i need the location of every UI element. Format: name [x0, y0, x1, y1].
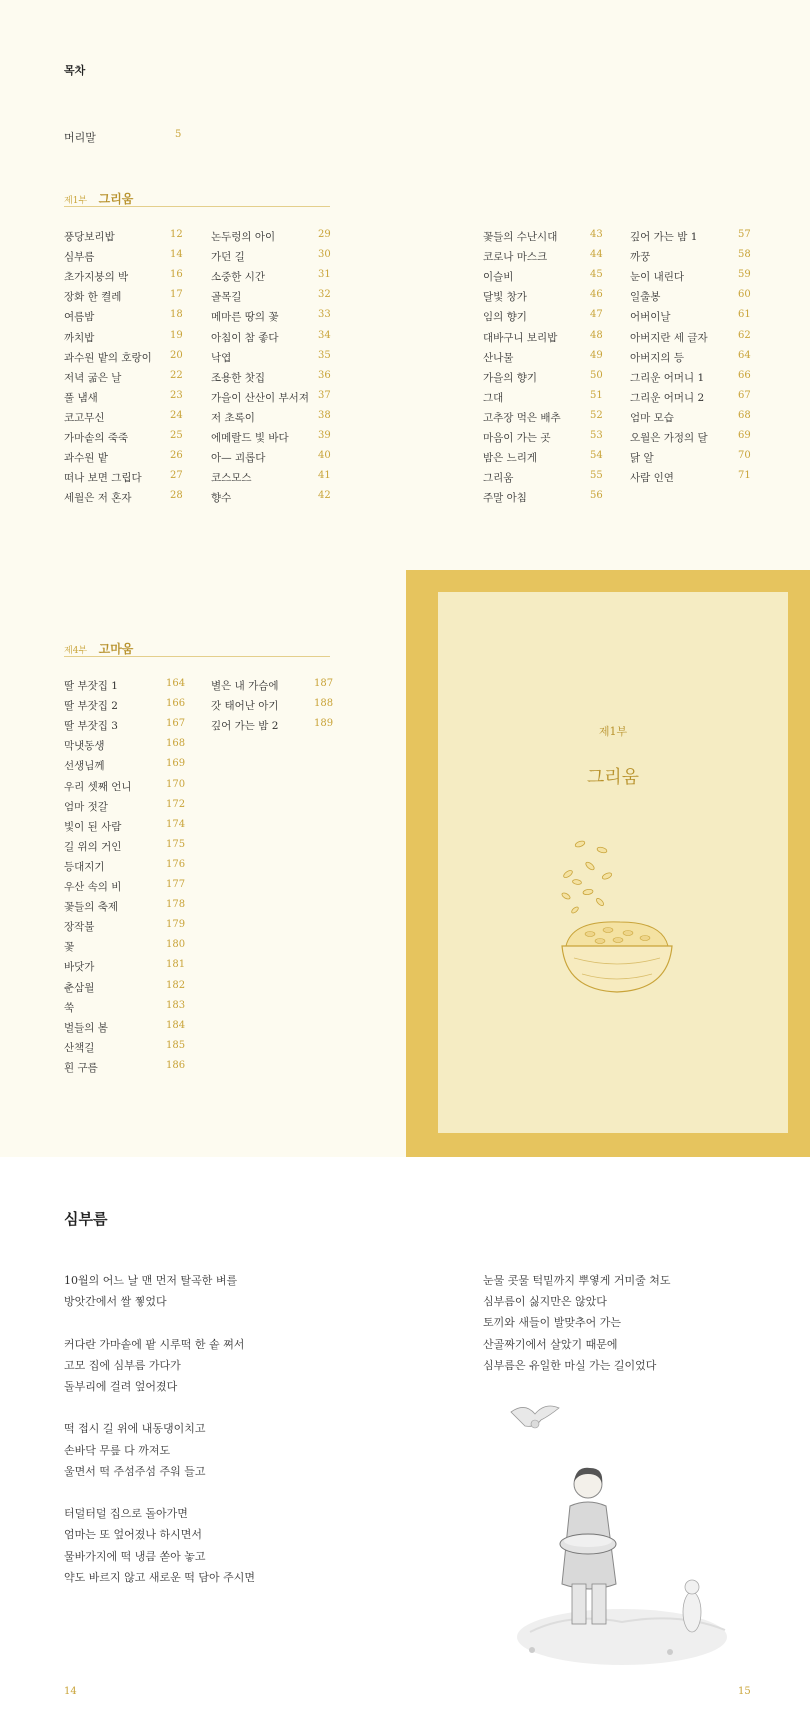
toc-entry-title: 엄마 모습 — [630, 411, 674, 424]
toc-entry-title: 까치밥 — [64, 331, 95, 344]
toc-entry-title: 주말 아침 — [483, 492, 527, 505]
toc-entry-page: 51 — [590, 389, 603, 401]
toc-entry-title: 골목길 — [211, 291, 242, 304]
poem-line: 산골짜기에서 살았기 때문에 — [483, 1337, 618, 1351]
toc-entry-page: 67 — [738, 389, 751, 401]
toc-entry-title: 선생님께 — [64, 760, 105, 773]
toc-entry-title: 논두렁의 아이 — [211, 231, 276, 243]
toc-entry-page: 55 — [590, 470, 603, 482]
poem-line: 토끼와 새들이 발맞추어 가는 — [483, 1316, 622, 1330]
toc-entry-title: 풀 냄새 — [64, 391, 98, 404]
toc-entry-page: 14 — [170, 249, 183, 261]
toc-entry-title: 풍당보리밥 — [64, 231, 115, 243]
toc-entry-page: 66 — [738, 369, 751, 381]
toc-entry-page: 64 — [738, 349, 751, 361]
part4-rule — [64, 656, 330, 657]
toc-entry-page: 167 — [166, 718, 186, 730]
toc-entry-page: 61 — [738, 309, 751, 321]
poem-line: 고모 집에 심부름 가다가 — [64, 1358, 181, 1372]
toc-entry-title: 가을의 향기 — [483, 371, 538, 384]
toc-entry-page: 31 — [318, 269, 331, 281]
toc-entry-title: 소중한 시간 — [211, 271, 266, 284]
toc-entry-title: 가을이 산산이 부서져 — [211, 391, 309, 404]
toc-entry-page: 176 — [166, 858, 186, 870]
toc-entry-page: 166 — [166, 698, 186, 710]
part4-title: 고마움 — [98, 642, 134, 656]
toc-entry-page: 57 — [738, 229, 751, 240]
poem-line: 커다란 가마솥에 팥 시루떡 한 솥 쪄서 — [64, 1337, 245, 1351]
toc-entry-title: 저녁 굶은 날 — [64, 371, 122, 384]
toc-entry-title: 일출봉 — [630, 291, 661, 304]
toc-entry-title: 코스모스 — [211, 472, 252, 485]
girl-with-basket-illustration — [510, 1462, 735, 1672]
toc-entry-title: 엄마 젓갈 — [64, 800, 108, 813]
toc-entry-page: 179 — [166, 919, 186, 931]
poem-line: 심부름은 유일한 마실 가는 길이었다 — [483, 1358, 657, 1372]
divider-part-title: 그리움 — [586, 767, 640, 788]
toc-entry-title: 코고무신 — [64, 411, 105, 424]
toc-entry-title: 과수원 밭 — [64, 452, 108, 465]
toc-entry-title: 그대 — [483, 391, 504, 404]
toc-entry-page: 33 — [318, 309, 331, 321]
toc-entry-page: 181 — [166, 959, 186, 971]
toc-entry-page: 187 — [314, 678, 334, 689]
poem-line: 떡 접시 길 위에 내동댕이치고 — [64, 1422, 206, 1436]
toc-entry-title: 조용한 찻집 — [211, 371, 266, 384]
toc-entry-title: 까꿍 — [630, 251, 651, 264]
toc-entry-title: 장작불 — [64, 921, 95, 934]
poem-line: 엄마는 또 엎어졌나 하시면서 — [64, 1528, 203, 1542]
toc-entry-title: 마음이 가는 곳 — [483, 432, 551, 444]
toc-entry-page: 26 — [170, 450, 183, 462]
part1-title: 그리움 — [98, 192, 134, 206]
toc-entry-page: 53 — [590, 430, 603, 441]
toc-entry-title: 그리움 — [483, 472, 514, 485]
part4-heading — [64, 640, 133, 657]
toc-entry-page: 23 — [170, 389, 183, 401]
toc-entry-title: 가마솥의 죽죽 — [64, 432, 129, 444]
toc-entry-page: 189 — [314, 718, 334, 730]
toc-entry-page: 25 — [170, 430, 183, 441]
toc-entry-title: 꽃들의 축제 — [64, 901, 119, 914]
toc-entry-title: 아침이 참 좋다 — [211, 331, 279, 344]
part1-heading — [64, 190, 133, 207]
poem-line: 눈물 콧물 턱밑까지 뿌옇게 거미줄 쳐도 — [483, 1274, 671, 1287]
toc-entry-title: 닭 알 — [630, 452, 654, 465]
toc-entry-title: 갓 태어난 아기 — [211, 700, 279, 713]
toc-entry-page: 52 — [590, 409, 603, 421]
toc-entry-title: 이슬비 — [483, 271, 514, 284]
toc-entry-page: 182 — [166, 979, 186, 991]
toc-entry-page: 41 — [318, 470, 331, 482]
toc-entry-page: 68 — [738, 409, 751, 421]
poem-line: 심부름이 싫지만은 않았다 — [483, 1295, 607, 1309]
toc-entry-page: 46 — [590, 289, 603, 301]
toc-entry-title: 임의 향기 — [483, 311, 527, 324]
poem-line: 10월의 어느 날 맨 먼저 탈곡한 벼를 — [64, 1274, 238, 1287]
toc-entry-title: 춘삼월 — [64, 981, 95, 994]
toc-entry-title: 딸 부잣집 3 — [64, 720, 118, 733]
toc-entry-title: 아버지의 등 — [630, 351, 685, 364]
toc-entry-title: 장화 한 켤레 — [64, 291, 122, 304]
toc-entry-page: 38 — [318, 409, 331, 421]
toc-entry-title: 초가지붕의 박 — [64, 271, 129, 284]
toc-entry-page: 58 — [738, 249, 751, 261]
preface-label: 머리말 — [64, 131, 96, 144]
toc-entry-page: 180 — [166, 939, 186, 951]
poem-line: 물바가지에 떡 냉큼 쏟아 놓고 — [64, 1549, 206, 1563]
toc-entry-title: 과수원 밭의 호랑이 — [64, 351, 152, 364]
poem-line: 손바닥 무릎 다 까져도 — [64, 1443, 171, 1457]
part1-number: 제1부 — [64, 196, 88, 206]
poem-line: 터덜터덜 집으로 돌아가면 — [64, 1507, 188, 1521]
toc-entry-title: 어버이날 — [630, 311, 671, 324]
toc-entry-page: 174 — [166, 818, 186, 830]
toc-entry-title: 낙엽 — [211, 351, 232, 364]
toc-entry-page: 56 — [590, 490, 603, 502]
toc-entry-title: 산책길 — [64, 1041, 95, 1054]
toc-entry-page: 40 — [318, 450, 331, 462]
toc-entry-page: 54 — [590, 450, 603, 462]
toc-entry-title: 가던 길 — [211, 251, 245, 264]
toc-entry-page: 24 — [170, 409, 183, 421]
toc-entry-title: 빛이 된 사람 — [64, 820, 122, 833]
rice-bowl-illustration — [530, 830, 680, 1000]
toc-entry-title: 그리운 어머니 2 — [630, 391, 705, 404]
toc-entry-page: 44 — [590, 249, 603, 261]
toc-entry-page: 59 — [738, 269, 751, 281]
bird-illustration — [505, 1398, 565, 1440]
toc-entry-title: 세월은 저 혼자 — [64, 492, 132, 505]
toc-entry-page: 34 — [318, 329, 331, 341]
toc-entry-page: 35 — [318, 349, 331, 361]
toc-entry-title: 길 위의 거인 — [64, 840, 122, 853]
toc-entry-page: 37 — [318, 389, 331, 401]
toc-entry-page: 17 — [170, 289, 183, 301]
toc-entry-page: 184 — [166, 1019, 186, 1031]
folio-left: 14 — [64, 1686, 77, 1697]
toc-title: 목차 — [64, 64, 86, 77]
toc-entry-title: 바닷가 — [64, 961, 95, 974]
toc-entry-page: 186 — [166, 1059, 186, 1071]
toc-entry-page: 183 — [166, 999, 186, 1011]
divider-part-number: 제1부 — [598, 725, 628, 738]
toc-entry-title: 산나물 — [483, 351, 514, 364]
toc-entry-title: 등대지기 — [64, 860, 105, 873]
toc-entry-title: 꽃들의 수난시대 — [483, 231, 558, 243]
folio-right: 15 — [738, 1686, 751, 1697]
toc-entry-page: 69 — [738, 430, 751, 441]
toc-entry-page: 12 — [170, 229, 183, 240]
toc-entry-page: 62 — [738, 329, 751, 341]
toc-entry-title: 벌들의 봄 — [64, 1021, 108, 1034]
toc-entry-page: 39 — [318, 430, 331, 441]
toc-entry-page: 177 — [166, 879, 186, 890]
poem-line: 약도 바르지 않고 새로운 떡 담아 주시면 — [64, 1570, 255, 1584]
poem-line: 방앗간에서 쌀 찧었다 — [64, 1295, 167, 1309]
poem-line: 울면서 떡 주섬주섬 주워 들고 — [64, 1464, 206, 1478]
toc-entry-title: 심부름 — [64, 251, 95, 264]
toc-entry-title: 사람 인연 — [630, 472, 674, 485]
poem-title: 심부름 — [64, 1211, 108, 1228]
toc-entry-page: 29 — [318, 229, 331, 240]
toc-entry-page: 16 — [170, 269, 183, 281]
toc-entry-page: 168 — [166, 738, 186, 750]
toc-entry-page: 70 — [738, 450, 751, 462]
toc-entry-page: 27 — [170, 470, 183, 482]
toc-entry-page: 175 — [166, 838, 186, 850]
toc-entry-page: 19 — [170, 329, 183, 341]
toc-entry-title: 아— 괴롭다 — [211, 452, 266, 465]
toc-entry-title: 대바구니 보리밥 — [483, 331, 558, 344]
part1-rule — [64, 206, 330, 207]
part4-number: 제4부 — [64, 646, 88, 656]
toc-entry-title: 우리 셋째 언니 — [64, 780, 132, 793]
toc-entry-page: 42 — [318, 490, 331, 502]
toc-entry-title: 눈이 내린다 — [630, 271, 685, 284]
toc-entry-page: 60 — [738, 289, 751, 301]
preface-page: 5 — [175, 129, 182, 140]
toc-entry-title: 오월은 가정의 달 — [630, 432, 708, 444]
toc-entry-title: 그리운 어머니 1 — [630, 371, 705, 384]
toc-entry-page: 43 — [590, 229, 603, 240]
toc-entry-title: 밤은 느리게 — [483, 452, 538, 465]
toc-entry-title: 에메랄드 빛 바다 — [211, 432, 289, 444]
toc-entry-page: 18 — [170, 309, 183, 321]
toc-entry-title: 고추장 먹은 배추 — [483, 411, 561, 424]
toc-entry-page: 47 — [590, 309, 603, 321]
toc-entry-page: 36 — [318, 369, 331, 381]
poem-line: 돌부리에 걸려 엎어졌다 — [64, 1380, 178, 1393]
toc-entry-title: 깊어 가는 밤 2 — [211, 720, 279, 733]
toc-entry-page: 49 — [590, 349, 603, 361]
toc-entry-page: 71 — [738, 470, 751, 482]
toc-entry-title: 꽃 — [64, 941, 75, 954]
toc-entry-page: 45 — [590, 269, 603, 281]
toc-entry-title: 달빛 창가 — [483, 291, 527, 304]
toc-entry-page: 30 — [318, 249, 331, 261]
toc-entry-page: 169 — [166, 758, 186, 770]
toc-entry-page: 170 — [166, 778, 186, 790]
toc-entry-page: 188 — [314, 698, 334, 710]
toc-entry-page: 48 — [590, 329, 603, 341]
toc-entry-title: 쑥 — [64, 1001, 75, 1014]
toc-entry-title: 코로나 마스크 — [483, 251, 548, 264]
toc-entry-page: 50 — [590, 369, 603, 381]
toc-entry-page: 22 — [170, 369, 183, 381]
toc-entry-page: 20 — [170, 349, 183, 361]
toc-entry-title: 메마른 땅의 꽃 — [211, 311, 279, 324]
toc-entry-title: 깊어 가는 밤 1 — [630, 231, 698, 243]
toc-entry-page: 28 — [170, 490, 183, 502]
toc-entry-title: 딸 부잣집 1 — [64, 680, 118, 692]
toc-entry-page: 185 — [166, 1039, 186, 1051]
toc-entry-title: 아버지란 세 글자 — [630, 331, 708, 344]
toc-entry-title: 향수 — [211, 492, 232, 505]
toc-entry-title: 딸 부잣집 2 — [64, 700, 118, 713]
toc-entry-title: 막냇동생 — [64, 740, 105, 753]
toc-entry-page: 172 — [166, 798, 186, 810]
toc-entry-page: 178 — [166, 899, 186, 911]
toc-entry-title: 여름밤 — [64, 311, 95, 324]
toc-entry-title: 떠나 보면 그립다 — [64, 472, 142, 485]
toc-entry-title: 흰 구름 — [64, 1061, 98, 1074]
toc-entry-page: 164 — [166, 678, 186, 689]
toc-entry-title: 우산 속의 비 — [64, 881, 122, 893]
toc-entry-title: 저 초록이 — [211, 411, 255, 424]
toc-entry-page: 32 — [318, 289, 331, 301]
toc-entry-title: 별은 내 가슴에 — [211, 680, 279, 692]
